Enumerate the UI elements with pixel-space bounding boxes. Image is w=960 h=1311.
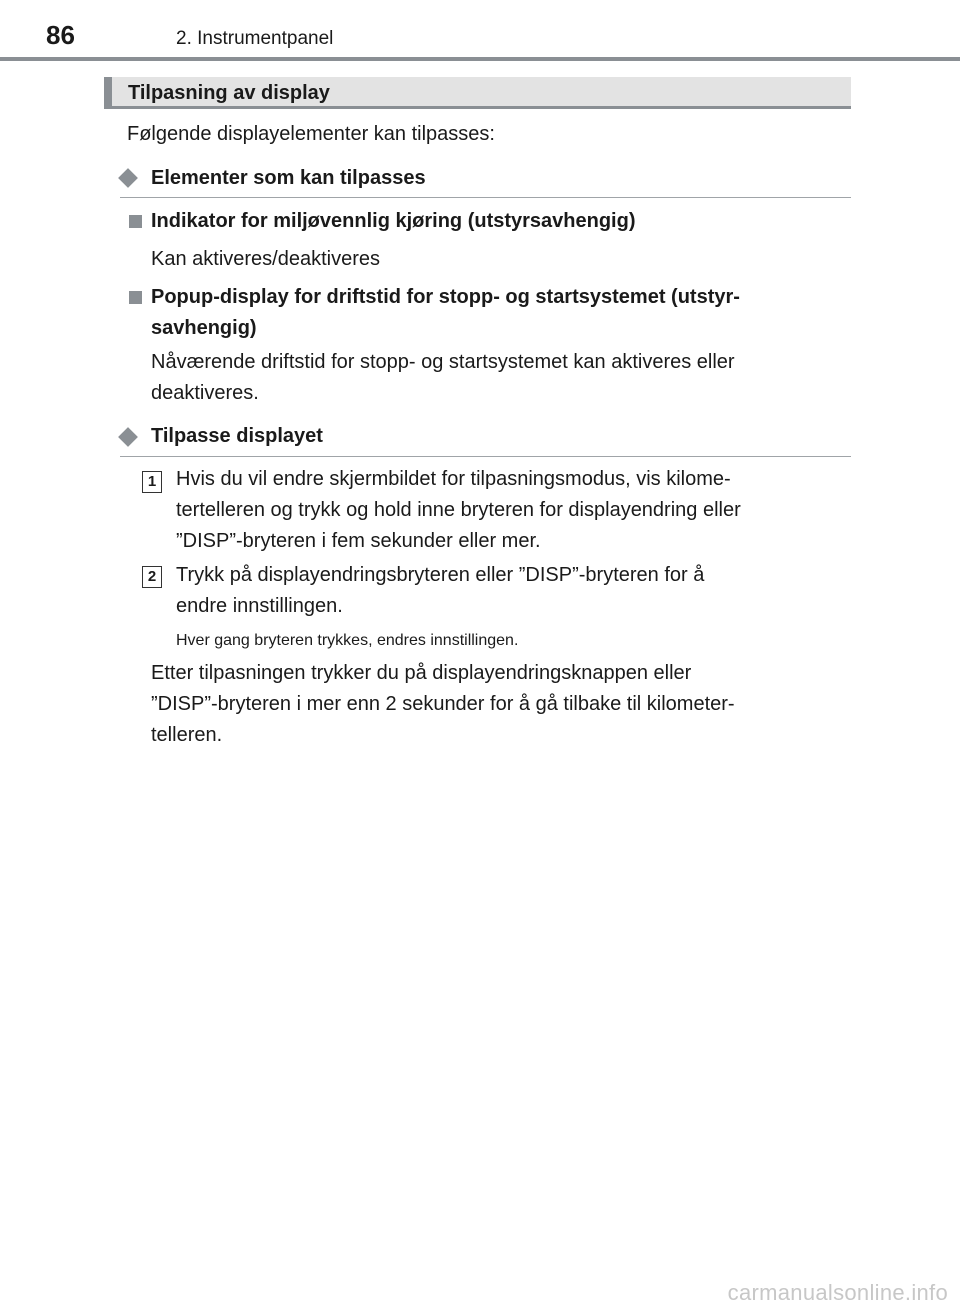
- paragraph-line: telleren.: [151, 724, 223, 746]
- diamond-bullet-icon: [118, 168, 138, 188]
- item-description-line: Nåværende driftstid for stopp- og startsystemet kan aktiveres eller: [151, 351, 735, 373]
- step-line: tertelleren og trykk og hold inne bryteren for displayendring eller: [176, 499, 741, 521]
- item-description-popup-display: [151, 347, 845, 409]
- after-customization-paragraph: [151, 658, 845, 751]
- chapter-title: 2. Instrumentpanel: [176, 28, 334, 49]
- watermark: carmanualsonline.info: [727, 1280, 948, 1305]
- subheading-divider: [120, 456, 851, 457]
- item-title-line: Popup-display for driftstid for stopp- og startsystemet (utstyr-: [151, 286, 740, 308]
- step-number-badge: 2: [142, 566, 162, 588]
- step-line: Hvis du vil endre skjermbildet for tilpasningsmodus, vis kilome-: [176, 468, 731, 490]
- item-description-eco-indicator: Kan aktiveres/deaktiveres: [151, 248, 381, 270]
- diamond-bullet-icon: [118, 427, 138, 447]
- page-number: 86: [46, 20, 75, 50]
- step-number-badge: 1: [142, 471, 162, 493]
- square-bullet-icon: [129, 215, 142, 228]
- item-title-eco-indicator: Indikator for miljøvennlig kjøring (utstyrsavhengig): [151, 210, 636, 232]
- step-line: endre innstillingen.: [176, 595, 343, 617]
- step-note: Hver gang bryteren trykkes, endres innstillingen.: [176, 632, 519, 649]
- subheading-customizable: Elementer som kan tilpasses: [151, 167, 426, 189]
- step-line: ”DISP”-bryteren i fem sekunder eller mer.: [176, 530, 541, 552]
- step-line: Trykk på displayendringsbryteren eller ”DISP”-bryteren for å: [176, 564, 705, 586]
- header-divider: [0, 57, 960, 61]
- section-title: Tilpasning av display: [128, 82, 330, 104]
- section-intro: Følgende displayelementer kan tilpasses:: [127, 123, 495, 145]
- item-description-line: deaktiveres.: [151, 382, 259, 404]
- paragraph-line: ”DISP”-bryteren i mer enn 2 sekunder for å gå tilbake til kilometer-: [151, 693, 735, 715]
- subheading-customize: Tilpasse displayet: [151, 425, 323, 447]
- item-title-popup-display: [151, 282, 845, 344]
- paragraph-line: Etter tilpasningen trykker du på displayendringsknappen eller: [151, 662, 692, 684]
- step-1-text: [176, 464, 845, 557]
- subheading-divider: [120, 197, 851, 198]
- item-title-line: savhengig): [151, 317, 257, 339]
- step-2-text: [176, 560, 845, 622]
- square-bullet-icon: [129, 291, 142, 304]
- section-title-bar: [104, 77, 851, 109]
